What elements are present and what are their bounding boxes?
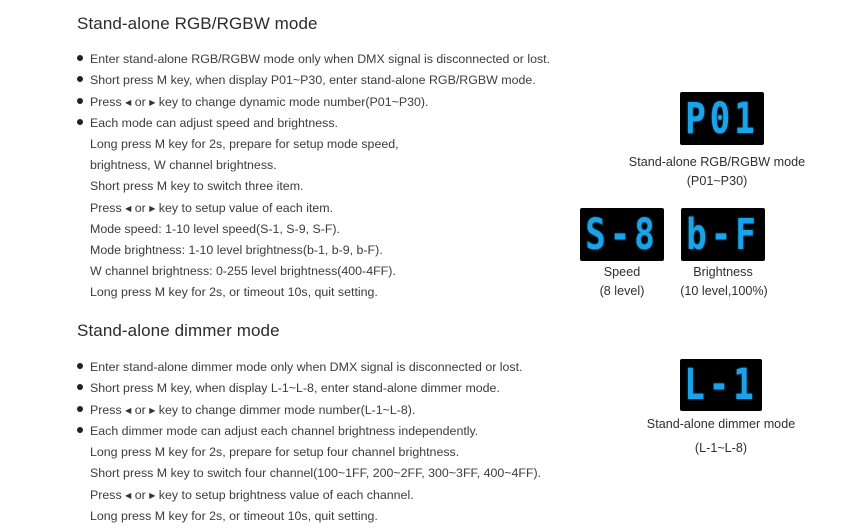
section-title-rgb: Stand-alone RGB/RGBW mode [77,14,318,33]
dimmer-detail-1: Long press M key for 2s, prepare for setup four channel brightness. [90,445,460,459]
rgb-detail-3: Short press M key to switch three item. [90,179,304,193]
display-text: b-F [686,209,760,260]
bullet-icon [77,55,83,61]
rgb-bullet-4: Each mode can adjust speed and brightness. [90,116,338,130]
left-arrow-icon: ◀ [125,491,132,500]
rgb-detail-8: Long press M key for 2s, or timeout 10s, quit setting. [90,285,378,299]
bullet-icon [77,363,83,369]
led-display-brightness [681,208,765,261]
rgb-detail-5: Mode speed: 1-10 level speed(S-1, S-9, S-F). [90,222,340,236]
dimmer-detail-3: Press ◀ or ▶ key to setup brightness value of each channel. [90,488,414,502]
right-arrow-icon: ▶ [149,98,156,107]
dimmer-bullet-3: Press ◀ or ▶ key to change dimmer mode number(L-1~L-8). [90,403,416,417]
rgb-detail-1: Long press M key for 2s, prepare for setup mode speed, [90,137,399,151]
caption-p01-range: (P01~P30) [686,174,748,188]
right-arrow-icon: ▶ [149,204,156,213]
rgb-detail-6: Mode brightness: 1-10 level brightness(b-1, b-9, b-F). [90,243,383,257]
bullet-icon [77,76,83,82]
left-arrow-icon: ◀ [125,204,132,213]
rgb-bullet-2: Short press M key, when display P01~P30, enter stand-alone RGB/RGBW mode. [90,73,536,87]
left-arrow-icon: ◀ [125,98,132,107]
led-display-p01 [680,92,764,145]
rgb-detail-2: brightness, W channel brightness. [90,158,277,172]
bullet-icon [77,406,83,412]
section-title-dimmer: Stand-alone dimmer mode [77,321,280,340]
dimmer-detail-2: Short press M key to switch four channel(100~1FF, 200~2FF, 300~3FF, 400~4FF). [90,466,542,480]
bullet-icon [77,119,83,125]
rgb-detail-4: Press ◀ or ▶ key to setup value of each item. [90,201,334,215]
caption-speed-range: (8 level) [599,284,645,298]
rgb-bullet-3: Press ◀ or ▶ key to change dynamic mode number(P01~P30). [90,95,429,109]
caption-brightness-range: (10 level,100%) [680,284,768,298]
right-arrow-icon: ▶ [149,491,156,500]
caption-speed: Speed [603,265,641,279]
dimmer-bullet-2: Short press M key, when display L-1~L-8, enter stand-alone dimmer mode. [90,381,500,395]
left-arrow-icon: ◀ [125,406,132,415]
led-display-l1 [680,359,762,411]
caption-p01-title: Stand-alone RGB/RGBW mode [628,155,806,169]
dimmer-detail-4: Long press M key for 2s, or timeout 10s, quit setting. [90,509,378,523]
display-text: L-1 [684,360,758,410]
caption-brightness: Brightness [693,265,753,279]
dimmer-bullet-4: Each dimmer mode can adjust each channel brightness independently. [90,424,479,438]
dimmer-bullet-1: Enter stand-alone dimmer mode only when DMX signal is disconnected or lost. [90,360,523,374]
rgb-detail-7: W channel brightness: 0-255 level brightness(400-4FF). [90,264,396,278]
bullet-icon [77,384,83,390]
display-text: S-8 [585,209,659,260]
caption-l1-range: (L-1~L-8) [694,441,748,455]
display-text: P01 [685,93,759,144]
caption-l1-title: Stand-alone dimmer mode [646,417,796,431]
led-display-speed [580,208,664,261]
right-arrow-icon: ▶ [149,406,156,415]
bullet-icon [77,427,83,433]
bullet-icon [77,98,83,104]
rgb-bullet-1: Enter stand-alone RGB/RGBW mode only when DMX signal is disconnected or lost. [90,52,551,66]
